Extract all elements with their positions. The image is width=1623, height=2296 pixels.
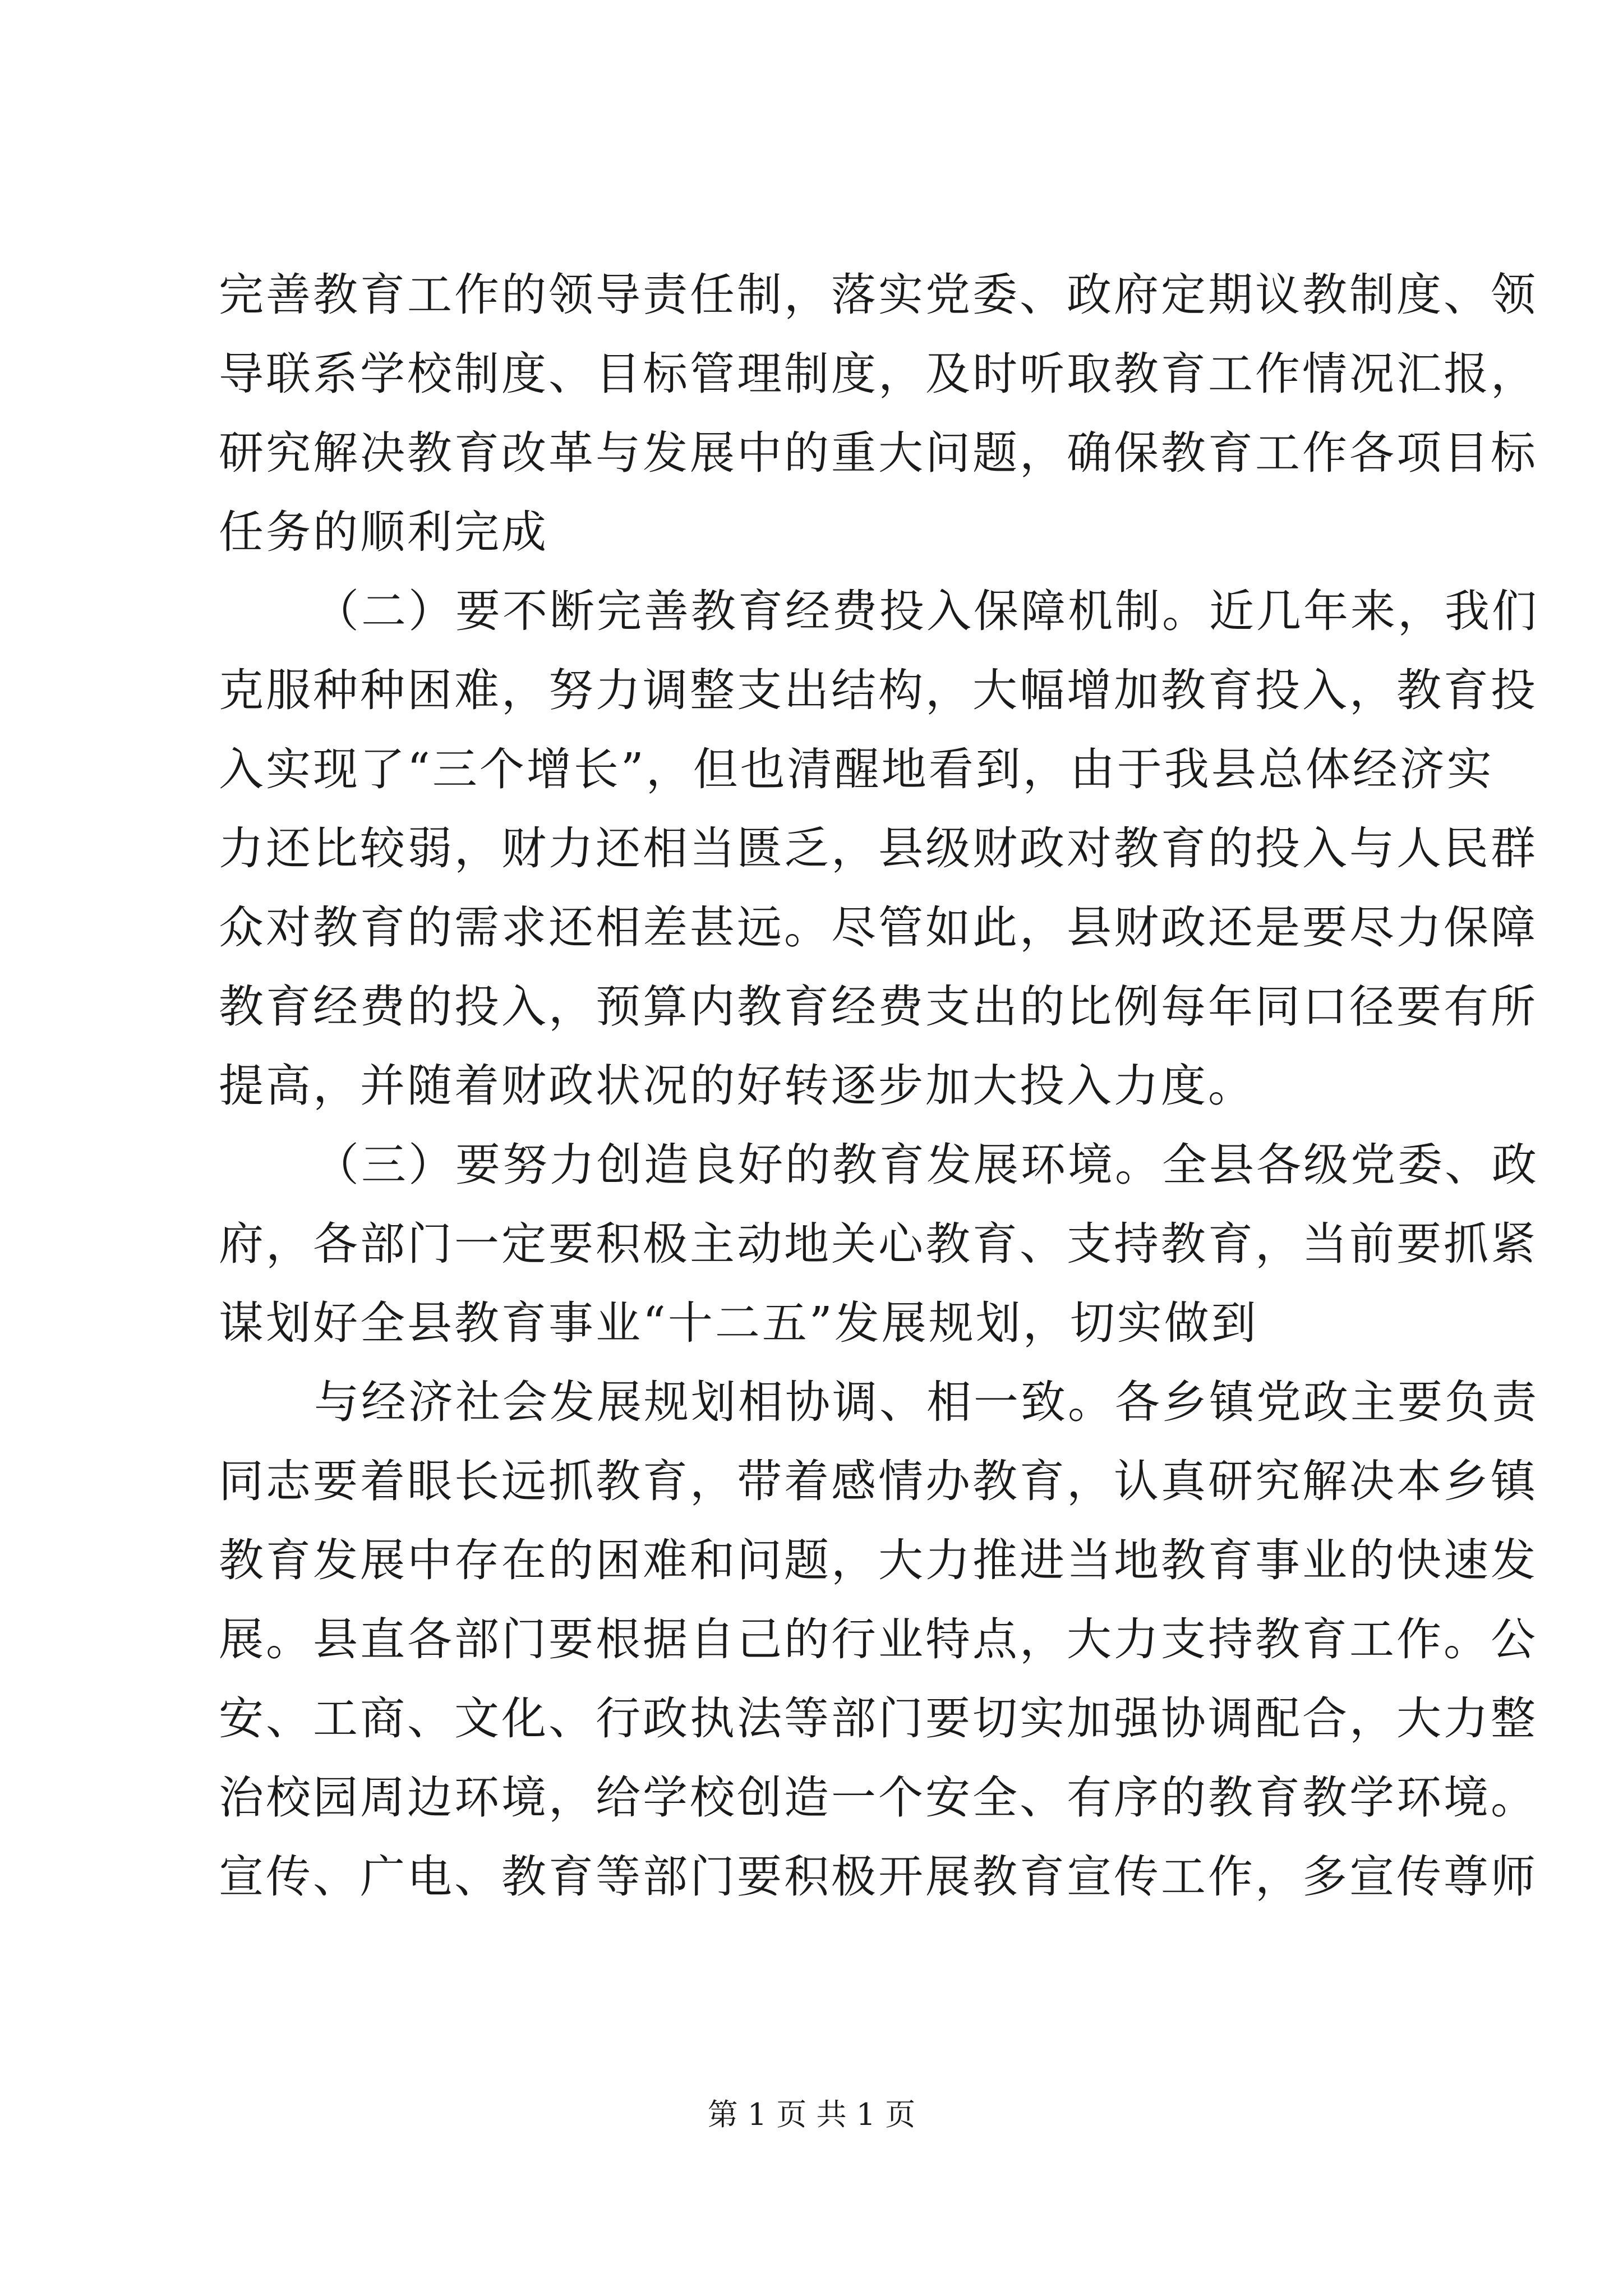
text-line: 提高，并随着财政状况的好转逐步加大投入力度。 bbox=[219, 1060, 1255, 1112]
text-line: 府，各部门一定要积极主动地关心教育、支持教育，当前要抓紧 bbox=[219, 1218, 1538, 1270]
text-line: 治校园周边环境，给学校创造一个安全、有序的教育教学环境。 bbox=[219, 1772, 1538, 1824]
text-line: 教育发展中存在的困难和问题，大力推进当地教育事业的快速发 bbox=[219, 1534, 1538, 1586]
text-line: 研究解决教育改革与发展中的重大问题，确保教育工作各项目标 bbox=[219, 427, 1538, 479]
paragraph-start-line: （二）要不断完善教育经费投入保障机制。近几年来，我们 bbox=[314, 585, 1539, 637]
text-line: 展。县直各部门要根据自己的行业特点，大力支持教育工作。公 bbox=[219, 1613, 1538, 1665]
body-text bbox=[219, 255, 1539, 1916]
paragraph-start-line: 与经济社会发展规划相协调、相一致。各乡镇党政主要负责 bbox=[314, 1376, 1539, 1428]
paragraph-start-line: （三）要努力创造良好的教育发展环境。全县各级党委、政 bbox=[314, 1139, 1539, 1191]
text-line: 克服种种困难，努力调整支出结构，大幅增加教育投入，教育投 bbox=[219, 664, 1538, 716]
text-line: 完善教育工作的领导责任制，落实党委、政府定期议教制度、领 bbox=[219, 269, 1538, 321]
text-line: 众对教育的需求还相差甚远。尽管如此，县财政还是要尽力保障 bbox=[219, 901, 1538, 954]
text-line: 入实现了“三个增长”，但也清醒地看到，由于我县总体经济实 bbox=[219, 743, 1494, 795]
text-line: 力还比较弱，财力还相当匮乏，县级财政对教育的投入与人民群 bbox=[219, 822, 1538, 875]
page-number-footer: 第 1 页 共 1 页 bbox=[707, 2097, 916, 2132]
text-line: 导联系学校制度、目标管理制度，及时听取教育工作情况汇报， bbox=[219, 348, 1538, 400]
text-line: 任务的顺利完成 bbox=[219, 506, 548, 558]
text-line: 谋划好全县教育事业“十二五”发展规划，切实做到 bbox=[219, 1297, 1258, 1349]
text-line: 安、工商、文化、行政执法等部门要切实加强协调配合，大力整 bbox=[219, 1692, 1538, 1745]
text-line: 宣传、广电、教育等部门要积极开展教育宣传工作，多宣传尊师 bbox=[219, 1851, 1538, 1903]
text-line: 教育经费的投入，预算内教育经费支出的比例每年同口径要有所 bbox=[219, 981, 1538, 1033]
text-line: 同志要着眼长远抓教育，带着感情办教育，认真研究解决本乡镇 bbox=[219, 1455, 1538, 1507]
